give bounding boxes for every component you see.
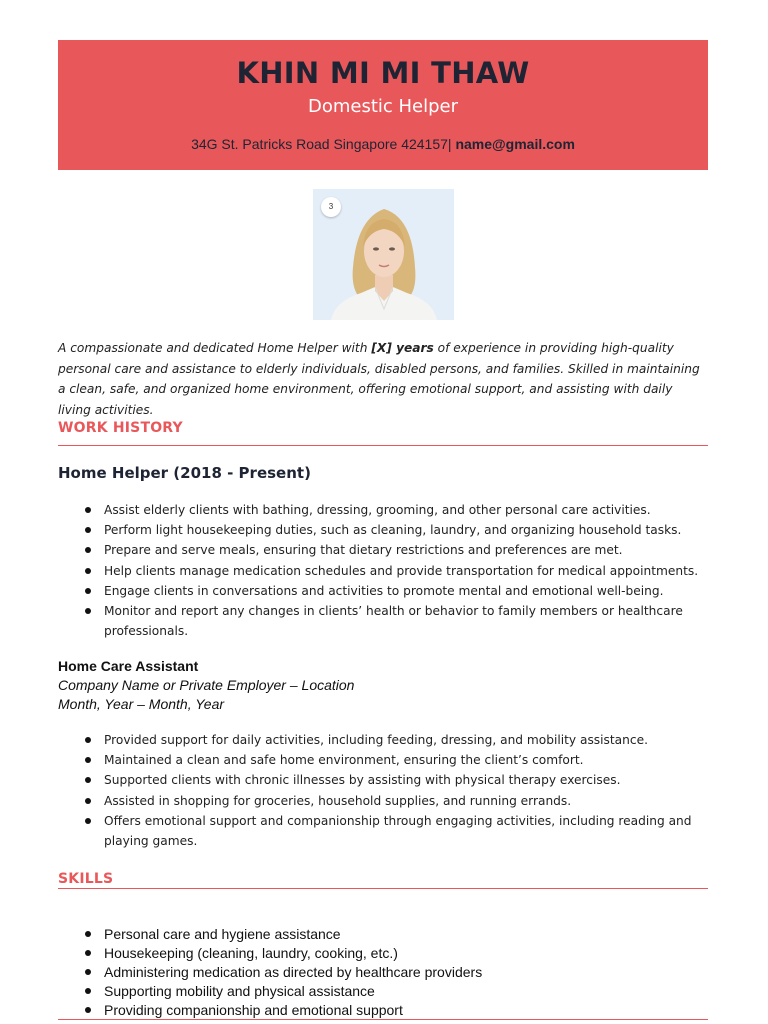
list-item: Offers emotional support and companionship through engaging activities, including reading and playing games. (104, 811, 704, 851)
contact-separator: | (447, 136, 452, 152)
skill-item: Housekeeping (cleaning, laundry, cooking, etc.) (104, 944, 704, 963)
skill-item: Administering medication as directed by healthcare providers (104, 963, 704, 982)
job2-dates: Month, Year – Month, Year (58, 696, 225, 712)
profile-photo (313, 189, 454, 320)
professional-summary (58, 338, 708, 420)
work-history-divider (58, 445, 708, 446)
list-item: Provided support for daily activities, including feeding, dressing, and mobility assistance. (104, 730, 704, 750)
summary-text-start: A compassionate and dedicated Home Helper with (58, 341, 372, 355)
bottom-divider (58, 1019, 708, 1020)
list-item: Help clients manage medication schedules and provide transportation for medical appointments. (104, 561, 704, 581)
photo-badge: 3 (321, 197, 341, 217)
list-item: Perform light housekeeping duties, such as cleaning, laundry, and organizing household tasks. (104, 520, 704, 540)
job2-title: Home Care Assistant (58, 658, 199, 674)
work-history-heading: WORK HISTORY (58, 420, 183, 436)
candidate-name: KHIN MI MI THAW (236, 56, 530, 90)
summary-years: [X] years (371, 341, 434, 355)
contact-line (58, 136, 708, 152)
skill-item: Personal care and hygiene assistance (104, 925, 704, 944)
skills-heading: SKILLS (58, 871, 114, 887)
skill-item: Supporting mobility and physical assistance (104, 982, 704, 1001)
summary-text-end: of experience in providing high-quality personal care and assistance to elderly individuals, disabled persons, and families. Skilled in maintaining a clean, safe, and organized home environment, offering emotional support, and assisting with daily living activities. (58, 341, 700, 417)
list-item: Assisted in shopping for groceries, household supplies, and running errands. (104, 791, 704, 811)
skills-list (104, 925, 704, 1020)
list-item: Maintained a clean and safe home environment, ensuring the client’s comfort. (104, 750, 704, 770)
list-item: Supported clients with chronic illnesses by assisting with physical therapy exercises. (104, 770, 704, 790)
job2-company: Company Name or Private Employer – Location (58, 677, 355, 693)
job2-duties (104, 730, 704, 851)
list-item: Assist elderly clients with bathing, dressing, grooming, and other personal care activities. (104, 500, 704, 520)
skill-item: Providing companionship and emotional support (104, 1001, 704, 1020)
job-role: Domestic Helper (307, 96, 459, 117)
address: 34G St. Patricks Road Singapore 424157 (191, 136, 448, 152)
job2-header (58, 657, 354, 714)
job1-duties (104, 500, 704, 641)
skills-divider (58, 888, 708, 889)
resume-header (58, 40, 708, 170)
list-item: Prepare and serve meals, ensuring that dietary restrictions and preferences are met. (104, 540, 704, 560)
list-item: Engage clients in conversations and activities to promote mental and emotional well-being. (104, 581, 704, 601)
job1-title: Home Helper (2018 - Present) (58, 464, 311, 482)
list-item: Monitor and report any changes in clients’ health or behavior to family members or healthcare professionals. (104, 601, 704, 641)
email-link[interactable]: name@gmail.com (455, 136, 575, 152)
